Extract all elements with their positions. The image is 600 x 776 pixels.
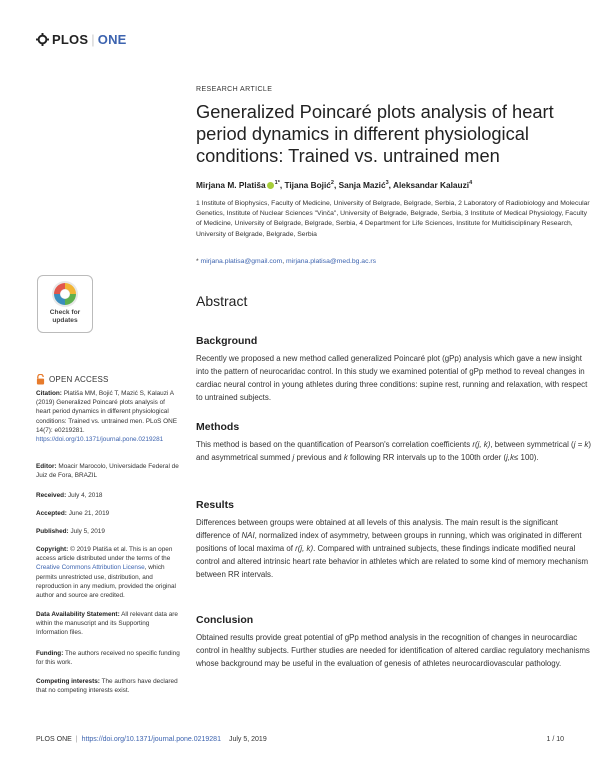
check-updates-label: Check for updates	[49, 309, 81, 324]
email-link-2[interactable]: mirjana.platisa@med.bg.ac.rs	[286, 258, 377, 265]
author-3[interactable]: Sanja Mazić	[338, 180, 386, 190]
author-list: Mirjana M. Platiša $^{1*}$, Tijana Bojić$^2$, Sanja Mazić$^3$, Aleksandar Kalauzi$^4$	[196, 180, 473, 190]
citation-block	[36, 389, 181, 444]
editor-label: Editor:	[36, 463, 57, 470]
author-4[interactable]: Aleksandar Kalauzi	[392, 180, 470, 190]
email-link-1[interactable]: mirjana.platisa@gmail.com	[200, 258, 283, 265]
copyright-block: Copyright: © 2019 Platiša et al. This is an open access article distributed under the terms of the Creative Commons Attribution License, which permits unrestricted use, distribution, and reproduction in any medium, provided the original author and source are credited.	[36, 546, 176, 600]
logo-one: ONE	[97, 32, 127, 47]
published-block: Published: July 5, 2019	[36, 528, 105, 535]
license-link[interactable]: Creative Commons Attribution License	[36, 564, 145, 572]
abstract-heading: Abstract	[196, 293, 248, 309]
conclusion-heading: Conclusion	[196, 614, 254, 626]
article-title: Generalized Poincaré plots analysis of heart period dynamics in different physiological conditions: Trained vs. untrained men	[196, 101, 554, 166]
page-footer: PLOS ONE | https://doi.org/10.1371/journal.pone.0219281 July 5, 2019 1 / 10	[36, 736, 564, 743]
footer-date: July 5, 2019	[228, 736, 267, 743]
orcid-icon[interactable]	[267, 182, 274, 189]
accepted-date: June 21, 2019	[68, 510, 110, 517]
author-1[interactable]: Mirjana M. Platiša	[196, 180, 266, 190]
check-updates-icon	[51, 280, 79, 308]
background-heading: Background	[196, 335, 258, 347]
received-date: July 4, 2018	[67, 492, 103, 499]
footer-journal: PLOS ONE	[36, 736, 72, 743]
author-2[interactable]: Tijana Bojić	[284, 180, 331, 190]
received-block: Received: July 4, 2018	[36, 492, 103, 499]
published-date: July 5, 2019	[70, 528, 105, 535]
funding-block: Funding: The authors received no specific funding for this work.	[36, 650, 180, 667]
methods-heading: Methods	[196, 421, 240, 433]
citation-label: Citation:	[36, 390, 62, 397]
page-number: 1 / 10	[546, 736, 564, 743]
journal-logo[interactable]	[36, 32, 127, 47]
check-for-updates-badge[interactable]	[37, 275, 93, 333]
open-access-label: OPEN ACCESS	[36, 374, 109, 385]
open-lock-icon	[36, 374, 45, 385]
corresponding-email: * mirjana.platisa@gmail.com, mirjana.platisa@med.bg.ac.rs	[196, 258, 377, 265]
methods-text: This method is based on the quantification of Pearson's correlation coefficients r(j, k), between symmetrical (j = k) and asymmetrical summed j previous and k following RR intervals up to the 100th order (j,k≤ 100).	[196, 440, 592, 462]
editor-text: Moacir Marocolo, Universidade Federal de Juiz de Fora, BRAZIL	[36, 463, 179, 480]
background-text: Recently we proposed a new method called generalized Poincaré plot (gPp) analysis which gave a new insight into the pattern of neurocaridac control. In this study we examined potential of gPp method to reveal changes in cardiac neural control in young athletes during three conditions: supine rest, running and relaxation, with respect to untrained subjects.	[196, 354, 588, 402]
data-availability-block: Data Availability Statement: All relevant data are within the manuscript and its Supporting Information files.	[36, 611, 178, 637]
accepted-block: Accepted: June 21, 2019	[36, 510, 110, 517]
logo-plos: PLOS	[52, 32, 89, 47]
plos-gear-icon	[36, 33, 49, 46]
conclusion-text: Obtained results provide great potential of gPp method analysis in the recognition of changes in neurocardiac control in healthy subjects. Further studies are needed for identification of altered cardiac regulatory mechanisms whose background may be useful in the evaluation of genesis of athletes neurocardiovascular pathology.	[196, 633, 590, 668]
competing-interests-block: Competing interests: The authors have declared that no competing interests exist.	[36, 678, 178, 695]
footer-doi-link[interactable]: https://doi.org/10.1371/journal.pone.0219281	[81, 736, 221, 743]
article-type: RESEARCH ARTICLE	[196, 86, 273, 93]
citation-text: Platiša MM, Bojić T, Mazić S, Kalauzi A (2019) Generalized Poincaré plots analysis of heart period dynamics in different physiological conditions: Trained vs. untrained men. PLoS ONE 14(7): e0219281.	[36, 390, 178, 434]
editor-block	[36, 462, 181, 480]
affiliations: 1 Institute of Biophysics, Faculty of Medicine, University of Belgrade, Belgrade, Serbia, 2 Laboratory of Radiobiology and Molecular Genetics, Institute of Nuclear Sciences "Vinča", University of Belgrade, Belgrade, Serbia, 3 Institute of Medical Physiology, Faculty of Medicine, University of Belgrade, Belgrade, Serbia, 4 Department for Life Sciences, Institute for Multidisciplinary Research, University of Belgrade, Belgrade, Serbia	[196, 200, 590, 238]
logo-divider: |	[91, 32, 95, 47]
results-heading: Results	[196, 499, 234, 511]
citation-doi-link[interactable]: https://doi.org/10.1371/journal.pone.0219281	[36, 436, 164, 444]
results-text: Differences between groups were obtained at all levels of this analysis. The main result is the significant difference of NAI, normalized index of asymmetry, between groups in running, which was originated in different positions of local maxima of r(j, k). Compared with untrained subjects, these findings indicate modified neural control and altered intrinsic heart rate behavior in athletes which are related to some kind of memory mechanism between RR intervals.	[196, 518, 589, 579]
